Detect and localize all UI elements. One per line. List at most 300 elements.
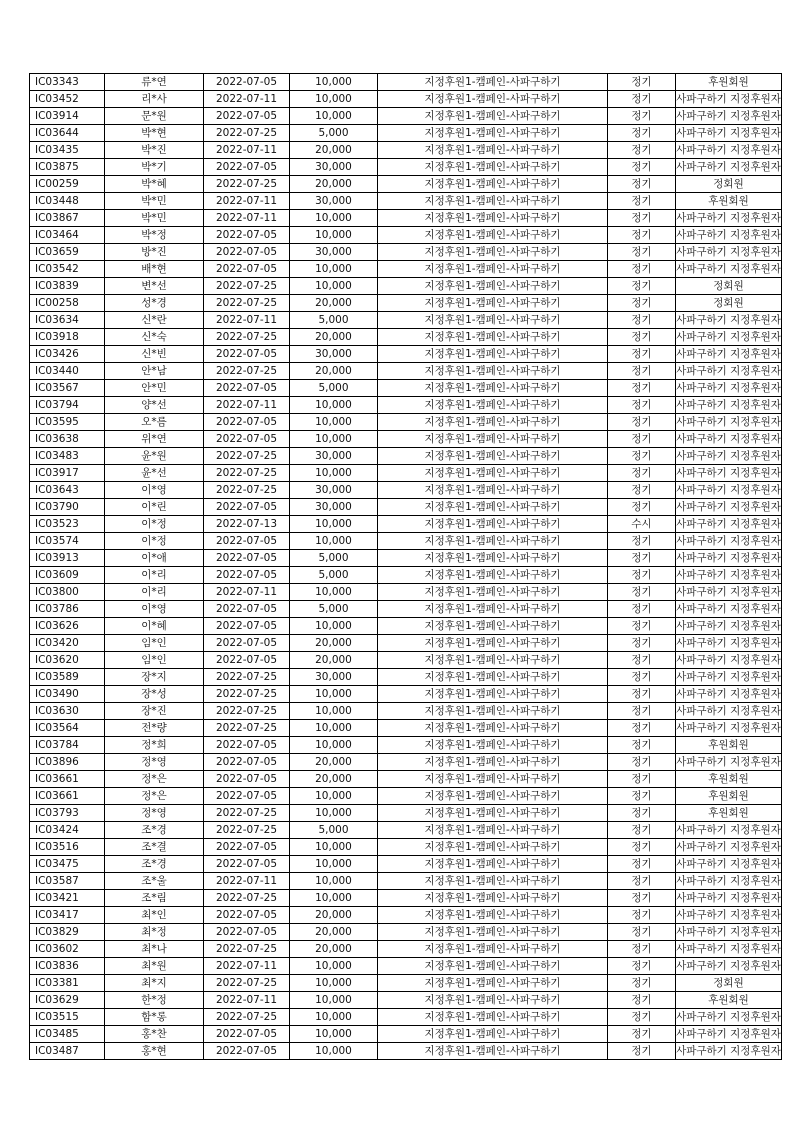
donation-type-cell: 정기 bbox=[608, 601, 676, 618]
donor-name-cell: 윤*선 bbox=[105, 465, 204, 482]
donation-type-cell: 정기 bbox=[608, 346, 676, 363]
donor-name-cell: 이*혜 bbox=[105, 618, 204, 635]
amount-cell: 10,000 bbox=[290, 533, 378, 550]
member-group-cell: 후원회원 bbox=[676, 992, 782, 1009]
donor-name-cell: 최*원 bbox=[105, 958, 204, 975]
member-group-cell: 후원회원 bbox=[676, 805, 782, 822]
amount-cell: 10,000 bbox=[290, 516, 378, 533]
donation-date-cell: 2022-07-25 bbox=[204, 669, 290, 686]
member-group-cell: 사파구하기 지정후원자 bbox=[676, 1009, 782, 1026]
donation-date-cell: 2022-07-25 bbox=[204, 822, 290, 839]
donor-id-cell: IC03426 bbox=[30, 346, 105, 363]
donor-name-cell: 안*남 bbox=[105, 363, 204, 380]
amount-cell: 10,000 bbox=[290, 431, 378, 448]
member-group-cell: 정회원 bbox=[676, 295, 782, 312]
member-group-cell: 사파구하기 지정후원자 bbox=[676, 907, 782, 924]
donor-name-cell: 이*리 bbox=[105, 584, 204, 601]
table-row bbox=[30, 1043, 782, 1060]
member-group-cell: 사파구하기 지정후원자 bbox=[676, 329, 782, 346]
table-row bbox=[30, 261, 782, 278]
donor-id-cell: IC03629 bbox=[30, 992, 105, 1009]
campaign-cell: 지정후원1-캠페인-사파구하기 bbox=[378, 550, 608, 567]
table-row bbox=[30, 431, 782, 448]
amount-cell: 10,000 bbox=[290, 397, 378, 414]
donation-type-cell: 정기 bbox=[608, 686, 676, 703]
campaign-cell: 지정후원1-캠페인-사파구하기 bbox=[378, 431, 608, 448]
member-group-cell: 사파구하기 지정후원자 bbox=[676, 669, 782, 686]
donation-date-cell: 2022-07-05 bbox=[204, 74, 290, 91]
campaign-cell: 지정후원1-캠페인-사파구하기 bbox=[378, 516, 608, 533]
table-row bbox=[30, 771, 782, 788]
donor-name-cell: 최*나 bbox=[105, 941, 204, 958]
donation-type-cell: 정기 bbox=[608, 227, 676, 244]
donation-date-cell: 2022-07-11 bbox=[204, 142, 290, 159]
member-group-cell: 사파구하기 지정후원자 bbox=[676, 601, 782, 618]
table-row bbox=[30, 74, 782, 91]
member-group-cell: 사파구하기 지정후원자 bbox=[676, 431, 782, 448]
campaign-cell: 지정후원1-캠페인-사파구하기 bbox=[378, 312, 608, 329]
donation-date-cell: 2022-07-05 bbox=[204, 499, 290, 516]
donation-type-cell: 정기 bbox=[608, 550, 676, 567]
member-group-cell: 후원회원 bbox=[676, 74, 782, 91]
member-group-cell: 사파구하기 지정후원자 bbox=[676, 822, 782, 839]
table-row bbox=[30, 805, 782, 822]
table-row bbox=[30, 567, 782, 584]
donation-date-cell: 2022-07-25 bbox=[204, 941, 290, 958]
donation-date-cell: 2022-07-05 bbox=[204, 618, 290, 635]
donor-name-cell: 최*지 bbox=[105, 975, 204, 992]
campaign-cell: 지정후원1-캠페인-사파구하기 bbox=[378, 975, 608, 992]
campaign-cell: 지정후원1-캠페인-사파구하기 bbox=[378, 448, 608, 465]
donor-name-cell: 장*진 bbox=[105, 703, 204, 720]
donor-name-cell: 장*성 bbox=[105, 686, 204, 703]
table-row bbox=[30, 516, 782, 533]
amount-cell: 10,000 bbox=[290, 261, 378, 278]
donation-date-cell: 2022-07-05 bbox=[204, 839, 290, 856]
donor-id-cell: IC03917 bbox=[30, 465, 105, 482]
donation-type-cell: 정기 bbox=[608, 329, 676, 346]
campaign-cell: 지정후원1-캠페인-사파구하기 bbox=[378, 244, 608, 261]
donor-id-cell: IC03786 bbox=[30, 601, 105, 618]
donor-name-cell: 최*정 bbox=[105, 924, 204, 941]
donor-id-cell: IC03421 bbox=[30, 890, 105, 907]
table-row bbox=[30, 244, 782, 261]
campaign-cell: 지정후원1-캠페인-사파구하기 bbox=[378, 805, 608, 822]
donation-date-cell: 2022-07-05 bbox=[204, 533, 290, 550]
member-group-cell: 사파구하기 지정후원자 bbox=[676, 125, 782, 142]
member-group-cell: 후원회원 bbox=[676, 737, 782, 754]
donor-id-cell: IC03490 bbox=[30, 686, 105, 703]
donation-date-cell: 2022-07-25 bbox=[204, 295, 290, 312]
table-row bbox=[30, 720, 782, 737]
amount-cell: 10,000 bbox=[290, 839, 378, 856]
amount-cell: 10,000 bbox=[290, 788, 378, 805]
amount-cell: 20,000 bbox=[290, 652, 378, 669]
table-row bbox=[30, 91, 782, 108]
donation-type-cell: 정기 bbox=[608, 465, 676, 482]
amount-cell: 20,000 bbox=[290, 363, 378, 380]
amount-cell: 10,000 bbox=[290, 720, 378, 737]
donation-date-cell: 2022-07-25 bbox=[204, 482, 290, 499]
donor-name-cell: 정*희 bbox=[105, 737, 204, 754]
donor-name-cell: 이*영 bbox=[105, 482, 204, 499]
amount-cell: 20,000 bbox=[290, 907, 378, 924]
donor-name-cell: 정*영 bbox=[105, 754, 204, 771]
donation-date-cell: 2022-07-05 bbox=[204, 159, 290, 176]
donation-type-cell: 정기 bbox=[608, 142, 676, 159]
donor-id-cell: IC03643 bbox=[30, 482, 105, 499]
donor-id-cell: IC03564 bbox=[30, 720, 105, 737]
amount-cell: 30,000 bbox=[290, 482, 378, 499]
member-group-cell: 사파구하기 지정후원자 bbox=[676, 873, 782, 890]
donation-date-cell: 2022-07-05 bbox=[204, 635, 290, 652]
donation-date-cell: 2022-07-05 bbox=[204, 550, 290, 567]
donor-id-cell: IC03602 bbox=[30, 941, 105, 958]
campaign-cell: 지정후원1-캠페인-사파구하기 bbox=[378, 295, 608, 312]
donor-id-cell: IC03420 bbox=[30, 635, 105, 652]
donation-type-cell: 정기 bbox=[608, 397, 676, 414]
member-group-cell: 사파구하기 지정후원자 bbox=[676, 1026, 782, 1043]
donor-name-cell: 박*기 bbox=[105, 159, 204, 176]
donor-name-cell: 이*정 bbox=[105, 533, 204, 550]
campaign-cell: 지정후원1-캠페인-사파구하기 bbox=[378, 363, 608, 380]
donor-name-cell: 박*현 bbox=[105, 125, 204, 142]
campaign-cell: 지정후원1-캠페인-사파구하기 bbox=[378, 924, 608, 941]
member-group-cell: 사파구하기 지정후원자 bbox=[676, 448, 782, 465]
table-row bbox=[30, 482, 782, 499]
donor-id-cell: IC03644 bbox=[30, 125, 105, 142]
donation-date-cell: 2022-07-25 bbox=[204, 703, 290, 720]
donor-id-cell: IC03800 bbox=[30, 584, 105, 601]
amount-cell: 10,000 bbox=[290, 703, 378, 720]
amount-cell: 20,000 bbox=[290, 295, 378, 312]
table-row bbox=[30, 125, 782, 142]
donor-name-cell: 박*민 bbox=[105, 193, 204, 210]
donor-name-cell: 위*연 bbox=[105, 431, 204, 448]
member-group-cell: 사파구하기 지정후원자 bbox=[676, 397, 782, 414]
donor-id-cell: IC03464 bbox=[30, 227, 105, 244]
donor-id-cell: IC03542 bbox=[30, 261, 105, 278]
donation-date-cell: 2022-07-05 bbox=[204, 652, 290, 669]
amount-cell: 10,000 bbox=[290, 74, 378, 91]
amount-cell: 10,000 bbox=[290, 805, 378, 822]
donation-type-cell: 정기 bbox=[608, 261, 676, 278]
donation-date-cell: 2022-07-11 bbox=[204, 91, 290, 108]
donation-date-cell: 2022-07-05 bbox=[204, 771, 290, 788]
table-row bbox=[30, 788, 782, 805]
table-row bbox=[30, 992, 782, 1009]
donation-type-cell: 정기 bbox=[608, 1026, 676, 1043]
member-group-cell: 사파구하기 지정후원자 bbox=[676, 227, 782, 244]
table-row bbox=[30, 329, 782, 346]
donation-date-cell: 2022-07-13 bbox=[204, 516, 290, 533]
campaign-cell: 지정후원1-캠페인-사파구하기 bbox=[378, 74, 608, 91]
donation-type-cell: 정기 bbox=[608, 108, 676, 125]
table-row bbox=[30, 312, 782, 329]
member-group-cell: 후원회원 bbox=[676, 193, 782, 210]
donor-id-cell: IC03867 bbox=[30, 210, 105, 227]
amount-cell: 20,000 bbox=[290, 771, 378, 788]
campaign-cell: 지정후원1-캠페인-사파구하기 bbox=[378, 941, 608, 958]
donation-date-cell: 2022-07-05 bbox=[204, 227, 290, 244]
donor-name-cell: 홍*찬 bbox=[105, 1026, 204, 1043]
donation-date-cell: 2022-07-25 bbox=[204, 890, 290, 907]
donor-name-cell: 성*경 bbox=[105, 295, 204, 312]
table-row bbox=[30, 363, 782, 380]
donor-id-cell: IC03516 bbox=[30, 839, 105, 856]
donation-table bbox=[29, 73, 782, 1060]
donor-name-cell: 박*진 bbox=[105, 142, 204, 159]
campaign-cell: 지정후원1-캠페인-사파구하기 bbox=[378, 278, 608, 295]
donor-name-cell: 박*정 bbox=[105, 227, 204, 244]
donor-name-cell: 변*선 bbox=[105, 278, 204, 295]
donation-type-cell: 정기 bbox=[608, 618, 676, 635]
table-row bbox=[30, 1026, 782, 1043]
amount-cell: 10,000 bbox=[290, 686, 378, 703]
donation-type-cell: 정기 bbox=[608, 448, 676, 465]
campaign-cell: 지정후원1-캠페인-사파구하기 bbox=[378, 635, 608, 652]
donor-id-cell: IC03630 bbox=[30, 703, 105, 720]
amount-cell: 5,000 bbox=[290, 312, 378, 329]
donation-type-cell: 정기 bbox=[608, 907, 676, 924]
donor-id-cell: IC03440 bbox=[30, 363, 105, 380]
donation-date-cell: 2022-07-05 bbox=[204, 754, 290, 771]
table-row bbox=[30, 924, 782, 941]
campaign-cell: 지정후원1-캠페인-사파구하기 bbox=[378, 669, 608, 686]
donor-id-cell: IC03417 bbox=[30, 907, 105, 924]
table-row bbox=[30, 142, 782, 159]
table-row bbox=[30, 278, 782, 295]
donor-name-cell: 이*정 bbox=[105, 516, 204, 533]
amount-cell: 10,000 bbox=[290, 465, 378, 482]
donor-name-cell: 이*리 bbox=[105, 567, 204, 584]
member-group-cell: 사파구하기 지정후원자 bbox=[676, 363, 782, 380]
donation-date-cell: 2022-07-05 bbox=[204, 737, 290, 754]
amount-cell: 10,000 bbox=[290, 737, 378, 754]
amount-cell: 30,000 bbox=[290, 244, 378, 261]
campaign-cell: 지정후원1-캠페인-사파구하기 bbox=[378, 210, 608, 227]
campaign-cell: 지정후원1-캠페인-사파구하기 bbox=[378, 856, 608, 873]
campaign-cell: 지정후원1-캠페인-사파구하기 bbox=[378, 771, 608, 788]
donation-type-cell: 정기 bbox=[608, 975, 676, 992]
table-row bbox=[30, 227, 782, 244]
donor-id-cell: IC03914 bbox=[30, 108, 105, 125]
donation-type-cell: 정기 bbox=[608, 91, 676, 108]
amount-cell: 5,000 bbox=[290, 822, 378, 839]
donation-date-cell: 2022-07-05 bbox=[204, 1026, 290, 1043]
donor-id-cell: IC03839 bbox=[30, 278, 105, 295]
donation-type-cell: 정기 bbox=[608, 1043, 676, 1060]
amount-cell: 10,000 bbox=[290, 1043, 378, 1060]
donation-type-cell: 정기 bbox=[608, 431, 676, 448]
donation-type-cell: 정기 bbox=[608, 754, 676, 771]
donation-date-cell: 2022-07-05 bbox=[204, 856, 290, 873]
donation-type-cell: 정기 bbox=[608, 839, 676, 856]
campaign-cell: 지정후원1-캠페인-사파구하기 bbox=[378, 567, 608, 584]
donor-id-cell: IC03784 bbox=[30, 737, 105, 754]
table-row bbox=[30, 907, 782, 924]
donation-date-cell: 2022-07-25 bbox=[204, 1009, 290, 1026]
amount-cell: 10,000 bbox=[290, 618, 378, 635]
donation-type-cell: 정기 bbox=[608, 822, 676, 839]
donation-type-cell: 정기 bbox=[608, 499, 676, 516]
member-group-cell: 사파구하기 지정후원자 bbox=[676, 924, 782, 941]
donor-name-cell: 정*은 bbox=[105, 788, 204, 805]
donor-id-cell: IC03875 bbox=[30, 159, 105, 176]
campaign-cell: 지정후원1-캠페인-사파구하기 bbox=[378, 754, 608, 771]
campaign-cell: 지정후원1-캠페인-사파구하기 bbox=[378, 499, 608, 516]
amount-cell: 10,000 bbox=[290, 108, 378, 125]
donor-name-cell: 류*연 bbox=[105, 74, 204, 91]
member-group-cell: 사파구하기 지정후원자 bbox=[676, 584, 782, 601]
donor-name-cell: 조*림 bbox=[105, 890, 204, 907]
campaign-cell: 지정후원1-캠페인-사파구하기 bbox=[378, 176, 608, 193]
donation-type-cell: 정기 bbox=[608, 244, 676, 261]
donation-date-cell: 2022-07-05 bbox=[204, 601, 290, 618]
campaign-cell: 지정후원1-캠페인-사파구하기 bbox=[378, 737, 608, 754]
amount-cell: 5,000 bbox=[290, 125, 378, 142]
amount-cell: 30,000 bbox=[290, 159, 378, 176]
donation-date-cell: 2022-07-25 bbox=[204, 329, 290, 346]
amount-cell: 10,000 bbox=[290, 210, 378, 227]
donor-id-cell: IC03381 bbox=[30, 975, 105, 992]
member-group-cell: 후원회원 bbox=[676, 771, 782, 788]
member-group-cell: 사파구하기 지정후원자 bbox=[676, 890, 782, 907]
member-group-cell: 사파구하기 지정후원자 bbox=[676, 1043, 782, 1060]
donation-date-cell: 2022-07-25 bbox=[204, 975, 290, 992]
member-group-cell: 사파구하기 지정후원자 bbox=[676, 567, 782, 584]
donor-name-cell: 안*민 bbox=[105, 380, 204, 397]
amount-cell: 20,000 bbox=[290, 176, 378, 193]
campaign-cell: 지정후원1-캠페인-사파구하기 bbox=[378, 108, 608, 125]
donation-date-cell: 2022-07-11 bbox=[204, 397, 290, 414]
donor-name-cell: 박*혜 bbox=[105, 176, 204, 193]
donor-id-cell: IC03661 bbox=[30, 788, 105, 805]
campaign-cell: 지정후원1-캠페인-사파구하기 bbox=[378, 414, 608, 431]
donor-name-cell: 문*원 bbox=[105, 108, 204, 125]
table-row bbox=[30, 448, 782, 465]
donation-type-cell: 정기 bbox=[608, 312, 676, 329]
donation-type-cell: 정기 bbox=[608, 805, 676, 822]
campaign-cell: 지정후원1-캠페인-사파구하기 bbox=[378, 125, 608, 142]
donor-id-cell: IC03836 bbox=[30, 958, 105, 975]
donor-name-cell: 방*진 bbox=[105, 244, 204, 261]
campaign-cell: 지정후원1-캠페인-사파구하기 bbox=[378, 890, 608, 907]
member-group-cell: 사파구하기 지정후원자 bbox=[676, 703, 782, 720]
campaign-cell: 지정후원1-캠페인-사파구하기 bbox=[378, 1026, 608, 1043]
donation-type-cell: 정기 bbox=[608, 788, 676, 805]
donation-type-cell: 정기 bbox=[608, 941, 676, 958]
donor-id-cell: IC03483 bbox=[30, 448, 105, 465]
campaign-cell: 지정후원1-캠페인-사파구하기 bbox=[378, 958, 608, 975]
table-row bbox=[30, 873, 782, 890]
donor-id-cell: IC03793 bbox=[30, 805, 105, 822]
table-row bbox=[30, 652, 782, 669]
donor-name-cell: 양*선 bbox=[105, 397, 204, 414]
donor-name-cell: 최*인 bbox=[105, 907, 204, 924]
member-group-cell: 사파구하기 지정후원자 bbox=[676, 465, 782, 482]
table-row bbox=[30, 584, 782, 601]
amount-cell: 5,000 bbox=[290, 380, 378, 397]
table-row bbox=[30, 737, 782, 754]
donation-date-cell: 2022-07-05 bbox=[204, 244, 290, 261]
donor-name-cell: 임*인 bbox=[105, 652, 204, 669]
donation-type-cell: 정기 bbox=[608, 890, 676, 907]
campaign-cell: 지정후원1-캠페인-사파구하기 bbox=[378, 142, 608, 159]
donation-date-cell: 2022-07-11 bbox=[204, 193, 290, 210]
donation-type-cell: 정기 bbox=[608, 193, 676, 210]
member-group-cell: 사파구하기 지정후원자 bbox=[676, 261, 782, 278]
donation-date-cell: 2022-07-25 bbox=[204, 363, 290, 380]
campaign-cell: 지정후원1-캠페인-사파구하기 bbox=[378, 465, 608, 482]
donation-type-cell: 정기 bbox=[608, 295, 676, 312]
table-row bbox=[30, 176, 782, 193]
donation-date-cell: 2022-07-05 bbox=[204, 788, 290, 805]
amount-cell: 10,000 bbox=[290, 958, 378, 975]
donor-name-cell: 배*현 bbox=[105, 261, 204, 278]
campaign-cell: 지정후원1-캠페인-사파구하기 bbox=[378, 261, 608, 278]
donation-date-cell: 2022-07-05 bbox=[204, 380, 290, 397]
donor-name-cell: 신*란 bbox=[105, 312, 204, 329]
table-row bbox=[30, 669, 782, 686]
donor-id-cell: IC03595 bbox=[30, 414, 105, 431]
amount-cell: 10,000 bbox=[290, 856, 378, 873]
donation-type-cell: 정기 bbox=[608, 873, 676, 890]
campaign-cell: 지정후원1-캠페인-사파구하기 bbox=[378, 873, 608, 890]
donor-name-cell: 신*빈 bbox=[105, 346, 204, 363]
amount-cell: 20,000 bbox=[290, 142, 378, 159]
table-row bbox=[30, 193, 782, 210]
campaign-cell: 지정후원1-캠페인-사파구하기 bbox=[378, 992, 608, 1009]
table-row bbox=[30, 533, 782, 550]
donation-type-cell: 정기 bbox=[608, 992, 676, 1009]
donation-date-cell: 2022-07-25 bbox=[204, 686, 290, 703]
donation-type-cell: 정기 bbox=[608, 533, 676, 550]
donor-name-cell: 정*영 bbox=[105, 805, 204, 822]
member-group-cell: 사파구하기 지정후원자 bbox=[676, 414, 782, 431]
donor-id-cell: IC03567 bbox=[30, 380, 105, 397]
table-row bbox=[30, 414, 782, 431]
table-row bbox=[30, 754, 782, 771]
donation-type-cell: 수시 bbox=[608, 516, 676, 533]
donation-type-cell: 정기 bbox=[608, 74, 676, 91]
donor-id-cell: IC03634 bbox=[30, 312, 105, 329]
donor-id-cell: IC03918 bbox=[30, 329, 105, 346]
donation-date-cell: 2022-07-25 bbox=[204, 720, 290, 737]
donation-type-cell: 정기 bbox=[608, 380, 676, 397]
table-row bbox=[30, 346, 782, 363]
table-row bbox=[30, 108, 782, 125]
member-group-cell: 사파구하기 지정후원자 bbox=[676, 244, 782, 261]
donation-type-cell: 정기 bbox=[608, 737, 676, 754]
donor-id-cell: IC03574 bbox=[30, 533, 105, 550]
donor-id-cell: IC03475 bbox=[30, 856, 105, 873]
donation-date-cell: 2022-07-11 bbox=[204, 312, 290, 329]
donation-date-cell: 2022-07-25 bbox=[204, 465, 290, 482]
donor-name-cell: 장*지 bbox=[105, 669, 204, 686]
donor-id-cell: IC03659 bbox=[30, 244, 105, 261]
member-group-cell: 사파구하기 지정후원자 bbox=[676, 652, 782, 669]
donation-date-cell: 2022-07-05 bbox=[204, 108, 290, 125]
amount-cell: 10,000 bbox=[290, 91, 378, 108]
campaign-cell: 지정후원1-캠페인-사파구하기 bbox=[378, 346, 608, 363]
campaign-cell: 지정후원1-캠페인-사파구하기 bbox=[378, 618, 608, 635]
donation-date-cell: 2022-07-05 bbox=[204, 567, 290, 584]
table-row bbox=[30, 618, 782, 635]
member-group-cell: 사파구하기 지정후원자 bbox=[676, 380, 782, 397]
donation-type-cell: 정기 bbox=[608, 652, 676, 669]
table-row bbox=[30, 958, 782, 975]
